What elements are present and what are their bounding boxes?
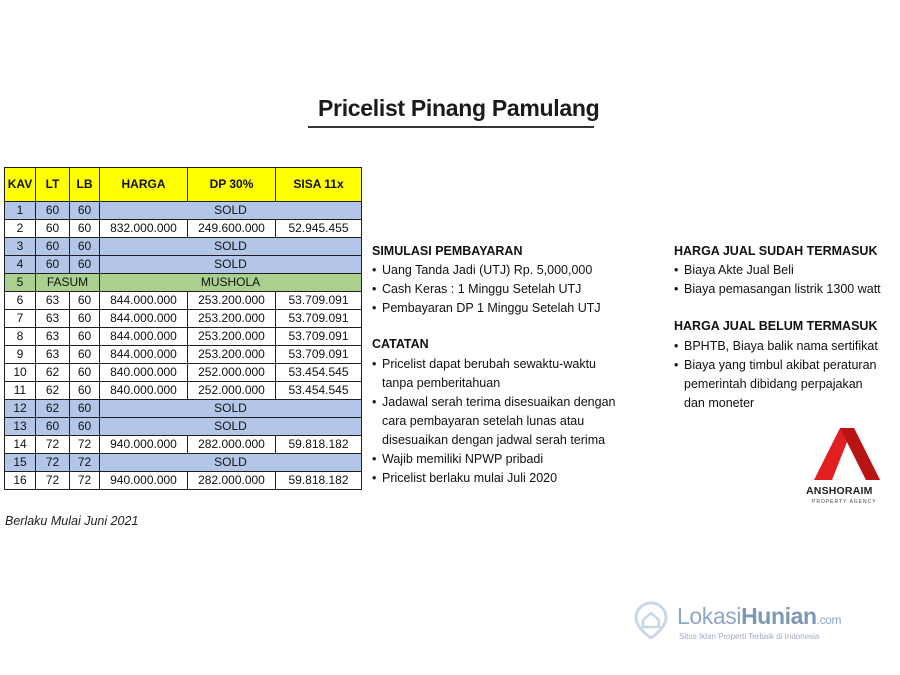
list-item-text: Pricelist berlaku mulai Juli 2020 [382,471,558,485]
list-item [372,280,601,299]
list-item-text: cara pembayaran setelah lunas atau [382,414,585,428]
termasuk-list [674,261,881,299]
sisa-cell: 53.454.545 [276,364,362,382]
kav-cell: 7 [5,310,36,328]
kav-cell: 10 [5,364,36,382]
bullet-icon: • [372,357,377,371]
list-item-continuation [372,374,615,393]
lb-cell: 60 [70,256,100,274]
anshoraim-logo-icon [814,428,880,480]
lb-cell: 60 [70,346,100,364]
brand-name: ANSHORAIM [806,485,873,497]
kav-cell: 11 [5,382,36,400]
mushola-cell: MUSHOLA [100,274,362,292]
table-row [5,202,362,220]
catatan-heading: CATATAN [372,337,429,351]
lb-cell: 60 [70,292,100,310]
lb-cell: 60 [70,328,100,346]
list-item-text: BPHTB, Biaya balik nama sertifikat [684,339,878,353]
lt-cell: 60 [36,220,70,238]
page-title: Pricelist Pinang Pamulang [318,95,600,121]
header-sisa: SISA 11x [276,168,362,202]
sisa-cell: 59.818.182 [276,436,362,454]
list-item-text: Biaya Akte Jual Beli [684,263,794,277]
sisa-cell: 53.709.091 [276,346,362,364]
header-lb: LB [70,168,100,202]
simulasi-list [372,261,601,318]
list-item-text: Biaya yang timbul akibat peraturan [684,358,877,372]
bullet-icon: • [674,263,679,277]
sisa-cell: 59.818.182 [276,472,362,490]
list-item-text: Wajib memiliki NPWP pribadi [382,452,544,466]
lt-cell: 63 [36,328,70,346]
dp-cell: 252.000.000 [188,382,276,400]
table-row [5,346,362,364]
watermark-hunian: Hunian [741,603,817,629]
table-row [5,364,362,382]
harga-cell: 844.000.000 [100,328,188,346]
lt-cell: 60 [36,256,70,274]
list-item [674,356,878,375]
list-item-text: Uang Tanda Jadi (UTJ) Rp. 5,000,000 [382,263,593,277]
bullet-icon: • [372,452,377,466]
kav-cell: 8 [5,328,36,346]
catatan-list [372,355,615,488]
table-row [5,292,362,310]
bullet-icon: • [674,282,679,296]
sold-cell: SOLD [100,400,362,418]
table-row [5,256,362,274]
header-lt: LT [36,168,70,202]
lb-cell: 60 [70,400,100,418]
lt-cell: 62 [36,382,70,400]
sisa-cell: 53.454.545 [276,382,362,400]
harga-cell: 940.000.000 [100,472,188,490]
lb-cell: 60 [70,364,100,382]
lt-cell: 62 [36,400,70,418]
lt-cell: 60 [36,418,70,436]
validity-footnote: Berlaku Mulai Juni 2021 [5,514,139,528]
list-item [372,299,601,318]
kav-cell: 12 [5,400,36,418]
kav-cell: 5 [5,274,36,292]
sisa-cell: 53.709.091 [276,292,362,310]
table-row [5,382,362,400]
list-item-text: Pricelist dapat berubah sewaktu-waktu [382,357,597,371]
bullet-icon: • [372,395,377,409]
simulasi-heading: SIMULASI PEMBAYARAN [372,244,523,258]
list-item [372,393,615,412]
sold-cell: SOLD [100,238,362,256]
dp-cell: 253.200.000 [188,310,276,328]
lt-cell: 63 [36,292,70,310]
termasuk-heading: HARGA JUAL SUDAH TERMASUK [674,244,878,258]
table-row [5,400,362,418]
watermark-tagline: Situs Iklan Properti Terbaik di Indonesia [679,632,820,641]
kav-cell: 13 [5,418,36,436]
lt-cell: 72 [36,472,70,490]
sold-cell: SOLD [100,418,362,436]
table-row [5,454,362,472]
dp-cell: 253.200.000 [188,292,276,310]
bullet-icon: • [372,263,377,277]
kav-cell: 16 [5,472,36,490]
lt-cell: 62 [36,364,70,382]
sisa-cell: 53.709.091 [276,310,362,328]
watermark-com: .com [816,613,842,627]
lb-cell: 60 [70,220,100,238]
header-harga: HARGA [100,168,188,202]
brand-tagline: PROPERTY AGENCY [812,499,877,505]
harga-cell: 840.000.000 [100,364,188,382]
lt-cell: 63 [36,310,70,328]
list-item [674,261,881,280]
kav-cell: 14 [5,436,36,454]
list-item-text: Biaya pemasangan listrik 1300 watt [684,282,881,296]
belum-heading: HARGA JUAL BELUM TERMASUK [674,319,878,333]
sold-cell: SOLD [100,256,362,274]
bullet-icon: • [372,301,377,315]
table-row [5,472,362,490]
table-row [5,418,362,436]
table-row [5,310,362,328]
lt-cell: 72 [36,454,70,472]
sold-cell: SOLD [100,454,362,472]
harga-cell: 844.000.000 [100,346,188,364]
harga-cell: 844.000.000 [100,292,188,310]
list-item-text: pemerintah dibidang perpajakan [684,377,863,391]
harga-cell: 940.000.000 [100,436,188,454]
dp-cell: 282.000.000 [188,472,276,490]
list-item-text: tanpa pemberitahuan [382,376,501,390]
lb-cell: 72 [70,472,100,490]
lt-cell: 60 [36,202,70,220]
belum-list [674,337,878,413]
lb-cell: 72 [70,454,100,472]
lt-cell: 72 [36,436,70,454]
kav-cell: 1 [5,202,36,220]
list-item-text: dan moneter [684,396,755,410]
list-item [372,450,615,469]
lb-cell: 60 [70,238,100,256]
list-item-text: disesuaikan dengan jadwal serah terima [382,433,606,447]
kav-cell: 9 [5,346,36,364]
dp-cell: 253.200.000 [188,346,276,364]
price-table [4,167,362,490]
header-kav: KAV [5,168,36,202]
location-pin-icon [634,601,668,639]
kav-cell: 4 [5,256,36,274]
kav-cell: 2 [5,220,36,238]
lb-cell: 72 [70,436,100,454]
kav-cell: 6 [5,292,36,310]
table-row [5,436,362,454]
harga-cell: 832.000.000 [100,220,188,238]
list-item [372,469,615,488]
lb-cell: 60 [70,382,100,400]
list-item-text: Jadawal serah terima disesuaikan dengan [382,395,616,409]
list-item-continuation [674,375,878,394]
bullet-icon: • [372,282,377,296]
table-header-row [5,168,362,202]
list-item-text: Pembayaran DP 1 Minggu Setelah UTJ [382,301,601,315]
list-item [674,280,881,299]
dp-cell: 253.200.000 [188,328,276,346]
header-dp: DP 30% [188,168,276,202]
table-row [5,238,362,256]
title-underline [308,126,594,128]
table-row [5,274,362,292]
bullet-icon: • [674,339,679,353]
list-item [372,261,601,280]
list-item-continuation [372,412,615,431]
watermark-brand [677,603,841,630]
list-item [372,355,615,374]
list-item-continuation [674,394,878,413]
table-row [5,220,362,238]
lb-cell: 60 [70,202,100,220]
lt-cell: 60 [36,238,70,256]
kav-cell: 15 [5,454,36,472]
bullet-icon: • [372,471,377,485]
sold-cell: SOLD [100,202,362,220]
dp-cell: 249.600.000 [188,220,276,238]
harga-cell: 840.000.000 [100,382,188,400]
list-item [674,337,878,356]
fasum-cell: FASUM [36,274,100,292]
bullet-icon: • [674,358,679,372]
sisa-cell: 53.709.091 [276,328,362,346]
harga-cell: 844.000.000 [100,310,188,328]
dp-cell: 252.000.000 [188,364,276,382]
lb-cell: 60 [70,310,100,328]
list-item-text: Cash Keras : 1 Minggu Setelah UTJ [382,282,582,296]
kav-cell: 3 [5,238,36,256]
table-row [5,328,362,346]
sisa-cell: 52.945.455 [276,220,362,238]
lt-cell: 63 [36,346,70,364]
lb-cell: 60 [70,418,100,436]
watermark-lokasi: Lokasi [677,603,742,629]
dp-cell: 282.000.000 [188,436,276,454]
list-item-continuation [372,431,615,450]
